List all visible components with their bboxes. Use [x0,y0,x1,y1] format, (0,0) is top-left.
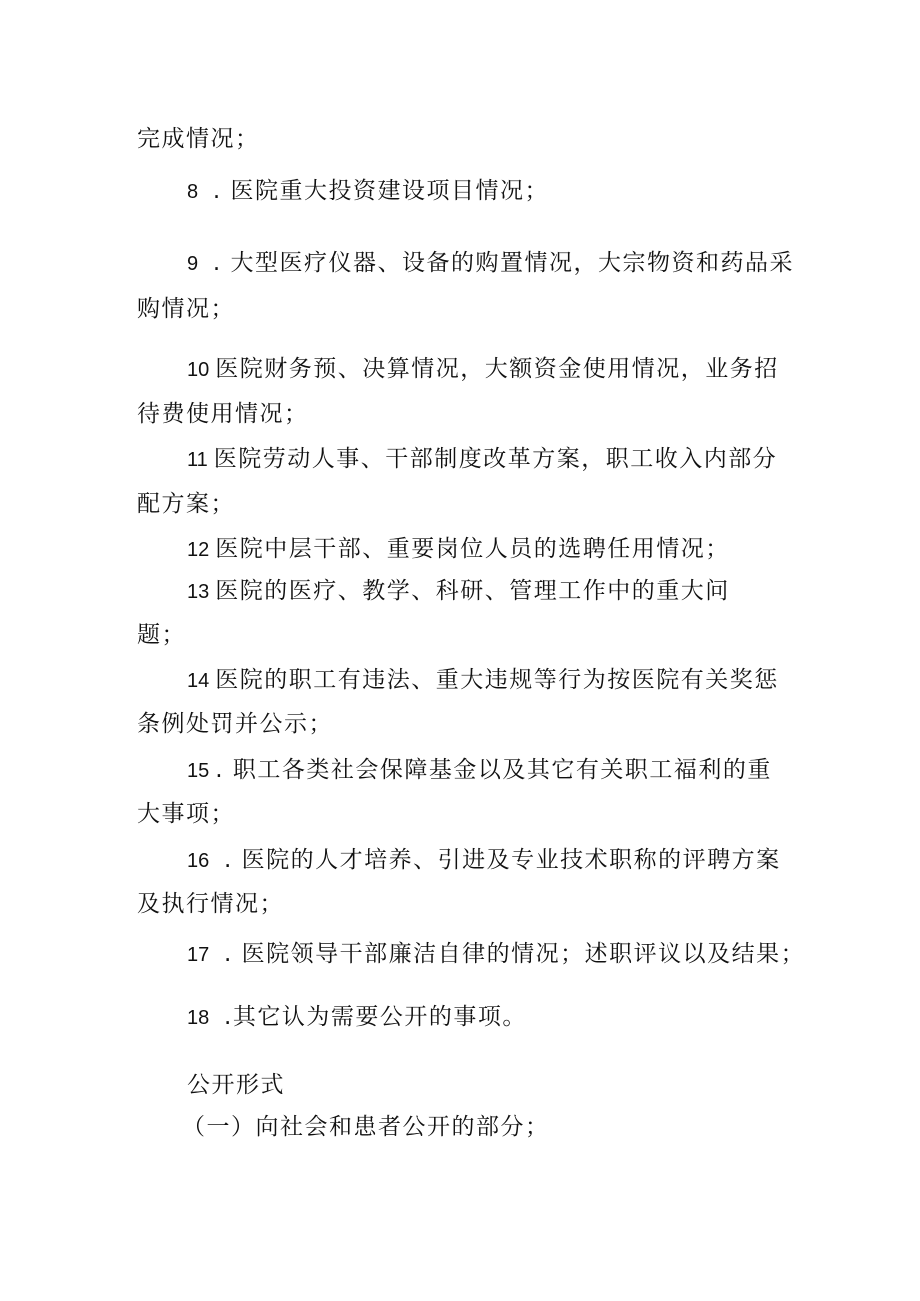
item-number: 10 [187,359,210,381]
list-item-15: 15 . 职工各类社会保障基金以及其它有关职工福利的重 [187,757,772,783]
text-line: 待费使用情况； [137,401,309,427]
text-line: 购情况； [137,296,235,322]
item-number: 16 [187,850,210,872]
text-line: 完成情况； [137,126,260,152]
item-number: 8 [187,181,199,203]
list-item-14: 14 医院的职工有违法、重大违规等行为按医院有关奖惩 [187,667,779,693]
list-item-9: 9 . 大型医疗仪器、设备的购置情况，大宗物资和药品采 [187,250,795,276]
list-item-13: 13 医院的医疗、教学、科研、管理工作中的重大问 [187,578,730,604]
text-line: 及执行情况； [137,891,284,917]
text-line: 大事项； [137,801,235,827]
item-number: 18 [187,1007,210,1029]
section-heading: 公开形式 [187,1072,285,1098]
text-line: 题； [137,622,186,648]
item-number: 9 [187,253,199,275]
list-item-16: 16 . 医院的人才培养、引进及专业技术职称的评聘方案 [187,847,781,873]
list-item-10: 10 医院财务预、决算情况，大额资金使用情况，业务招 [187,356,779,382]
item-number: 13 [187,581,210,603]
item-number: 11 [187,449,208,471]
list-item-18: 18 .其它认为需要公开的事项。 [187,1004,527,1030]
item-number: 15 [187,760,210,782]
subsection-heading: （一）向社会和患者公开的部分； [182,1114,550,1140]
list-item-8: 8 . 医院重大投资建设项目情况； [187,178,550,204]
item-number: 12 [187,539,210,561]
item-number: 17 [187,944,210,966]
list-item-17: 17 . 医院领导干部廉洁自律的情况；述职评议以及结果； [187,941,806,967]
list-item-12: 12 医院中层干部、重要岗位人员的选聘任用情况； [187,536,730,562]
text-line: 条例处罚并公示； [137,711,333,737]
list-item-11: 11 医院劳动人事、干部制度改革方案，职工收入内部分 [187,446,778,472]
text-line: 配方案； [137,491,235,517]
item-number: 14 [187,670,210,692]
